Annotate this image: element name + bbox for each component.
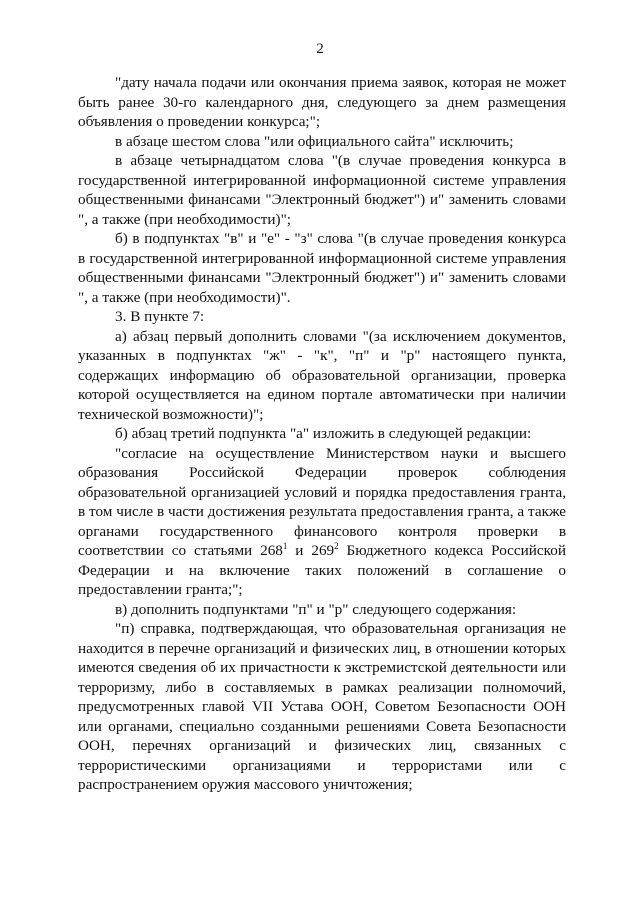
consent-text-part-2: и 269: [287, 542, 335, 559]
paragraph-point-7-a: а) абзац первый дополнить словами "(за исключением документов, указанных в подпунктах "ж" - "к", "п" и "р" настоящего пункта, содержащих информацию об образовательной организации, проверка которой осуществляется на едином портале автоматически при наличии технической возможности)";: [78, 327, 566, 423]
footnote-superscript-2: 2: [334, 541, 339, 551]
paragraph-subitem-p-quote: "п) справка, подтверждающая, что образовательная организация не находится в перечне организаций и физических лиц, в отношении которых имеются сведения об их причастности к экстремистской деятельности или терроризму, либо в составляемых в рамках реализации полномочий, предусмотренных главой VII Устава ООН, Советом Безопасности ООН или органами, специально созданными решениями Совета Безопасности ООН, перечнях организаций и физических лиц, связанных с террористическими организациями и террористами или с распространением оружия массового уничтожения;: [78, 620, 566, 793]
paragraph-paragraph-six: в абзаце шестом слова "или официального сайта" исключить;: [115, 132, 514, 150]
paragraph-subitems-b: б) в подпунктах "в" и "е" - "з" слова "(в случае проведения конкурса в государственной интегрированной информационной системе управления общественными финансами "Электронный бюджет") и" заменить словами ", а также (при необходимости)".: [78, 230, 566, 306]
paragraph-consent-quote: [78, 444, 566, 600]
paragraph-point-7-v: в) дополнить подпунктами "п" и "р" следующего содержания:: [115, 600, 517, 618]
paragraph-paragraph-fourteen: в абзаце четырнадцатом слова "(в случае проведения конкурса в государственной интегрированной информационной системе управления общественными финансами "Электронный бюджет") и" заменить словами ", а также (при необходимости)";: [78, 152, 566, 228]
paragraph-point-7-heading: 3. В пункте 7:: [115, 308, 205, 325]
paragraph-point-7-b: б) абзац третий подпункта "а" изложить в следующей редакции:: [115, 425, 532, 442]
footnote-superscript-1: 1: [282, 541, 288, 551]
document-body: [78, 73, 566, 795]
paragraph-quote-deadline: "дату начала подачи или окончания приема заявок, которая не может быть ранее 30-го календарного дня, следующего за днем размещения объявления о проведении конкурса;";: [78, 74, 566, 130]
page-number: 2: [316, 41, 324, 57]
consent-text-part-1: "согласие на осуществление Министерством науки и высшего образования Российской Федерации проверок соблюдения образовательной организацией условий и порядка предоставления гранта, в том числе в части достижения результата предоставления гранта, а также органами государственного финансового контроля проверки в соответствии со статьями 268: [78, 444, 566, 559]
consent-text-part-3: Бюджетного кодекса Российской Федерации и на включение таких положений в соглашение о предоставлении гранта;";: [78, 542, 566, 598]
